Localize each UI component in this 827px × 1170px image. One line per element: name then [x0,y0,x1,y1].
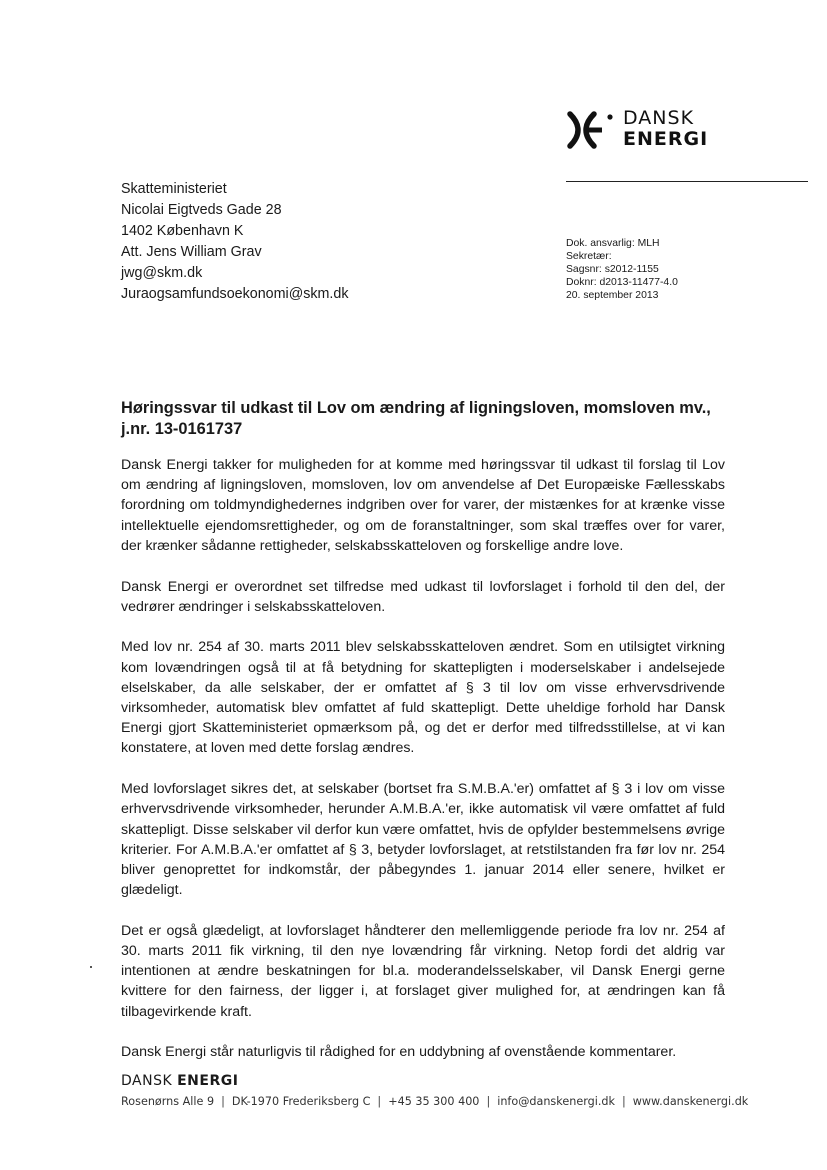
meta-line: Sagsnr: s2012-1155 [566,264,659,275]
recipient-line: Att. Jens William Grav [121,244,262,260]
body-paragraph: Dansk Energi er overordnet set tilfredse med udkast til lovforslaget i forhold til den del, der vedrører ændringer i selskabsskatteloven. [121,578,725,615]
meta-line: Sekretær: [566,251,612,262]
footer-phone: +45 35 300 400 [388,1095,480,1108]
meta-line: Dok. ansvarlig: MLH [566,238,660,249]
footer-postal: DK-1970 Frederiksberg C [231,1095,371,1108]
dansk-energi-logo-icon [566,110,616,150]
recipient-line: Skatteministeriet [121,181,227,197]
recipient-email: jwg@skm.dk [121,265,203,281]
recipient-email: Juraogsamfundsoekonomi@skm.dk [121,286,349,302]
recipient-line: 1402 København K [121,223,244,239]
footer-brand-bold: ENERGI [177,1073,239,1089]
brand-line-2: ENERGI [623,128,709,150]
letterhead-brand-name [623,108,708,150]
brand-line-1: DANSK [623,107,695,129]
footer-separator: | [377,1095,382,1108]
body-paragraph: Dansk Energi takker for muligheden for at komme med høringssvar til udkast til forslag til Lov om ændring af ligningsloven, momsloven, lov om anvendelse af Det Europæiske Fællesskabs forordning om toldmyndighedernes indgriben over for varer, der mistænkes for at krænke visse intellektuelle ejendomsrettigheder, og om de foranstaltninger, som skal træffes over for varer, der krænker sådanne rettigheder, selskabsskatteloven og forskellige andre love. [121,457,725,554]
footer-email: info@danskenergi.dk [497,1095,615,1108]
footer-contact [121,1095,748,1108]
footer-separator: | [621,1095,626,1108]
body-paragraph: Det er også glædeligt, at lovforslaget håndterer den mellemliggende periode fra lov nr. 254 af 30. marts 2011 fik virkning, til den nye lovændring får virkning. Netop fordi det aldrig var intentionen at ændre beskatningen for bl.a. moderandelsselskaber, vil Dansk Energi gerne kvittere for den fairness, der ligger i, at forslaget giver mulighed for, at ændringen kan få tilbagevirkende kraft. [121,922,725,1020]
letterhead-logo [566,108,726,154]
body-paragraph: Med lovforslaget sikres det, at selskaber (bortset fra S.M.B.A.'er) omfattet af § 3 i lov om visse erhvervsdrivende virksomheder, herunder A.M.B.A.'er, ikke automatisk vil være omfattet af fuld skattepligt. Disse selskaber vil derfor kun være omfattet, hvis de opfylder bestemmelsens øvrige kriterier. For A.M.B.A.'er omfattet af § 3, betyder lovforslaget, at retstilstanden fra før lov nr. 254 bliver genoprettet for indkomstår, der påbegyndes 1. januar 2014 eller senere, hvilket er glædeligt. [121,781,725,899]
letter-body [121,455,725,1083]
footer-separator: | [221,1095,225,1108]
footer-separator: | [486,1095,491,1108]
meta-date: 20. september 2013 [566,290,659,301]
scan-speck [90,966,92,968]
body-paragraph: Med lov nr. 254 af 30. marts 2011 blev selskabsskatteloven ændret. Som en utilsigtet virkning kom lovændringen også til at få betydning for skattepligten i moderselskaber i andelsejede elselskaber, da alle selskaber, der er omfattet af § 3 til lov om visse erhvervsdrivende virksomheder, automatisk blev omfattet af fuld skattepligt. Dette uheldige forhold har Dansk Energi gjort Skatteministeriet opmærksom på, og det er derfor med tilfredsstillelse, at vi kan konstatere, at loven med dette forslag ændres. [121,639,725,757]
recipient-line: Nicolai Eigtveds Gade 28 [121,202,282,218]
recipient-address [121,179,348,305]
footer-brand-regular: DANSK [121,1073,173,1089]
footer-address: Rosenørns Alle 9 [121,1095,215,1108]
document-metadata [566,237,678,302]
footer-website: www.danskenergi.dk [632,1095,749,1108]
page-footer [121,1073,748,1108]
body-paragraph: Dansk Energi står naturligvis til rådighed for en uddybning af ovenstående kommentarer. [121,1044,677,1061]
meta-line: Doknr: d2013-11477-4.0 [566,277,678,288]
header-divider [566,181,808,182]
footer-brand [121,1073,748,1089]
document-title: Høringssvar til udkast til Lov om ændring af ligningsloven, momsloven mv., j.nr. 13-0161737 [121,399,711,438]
